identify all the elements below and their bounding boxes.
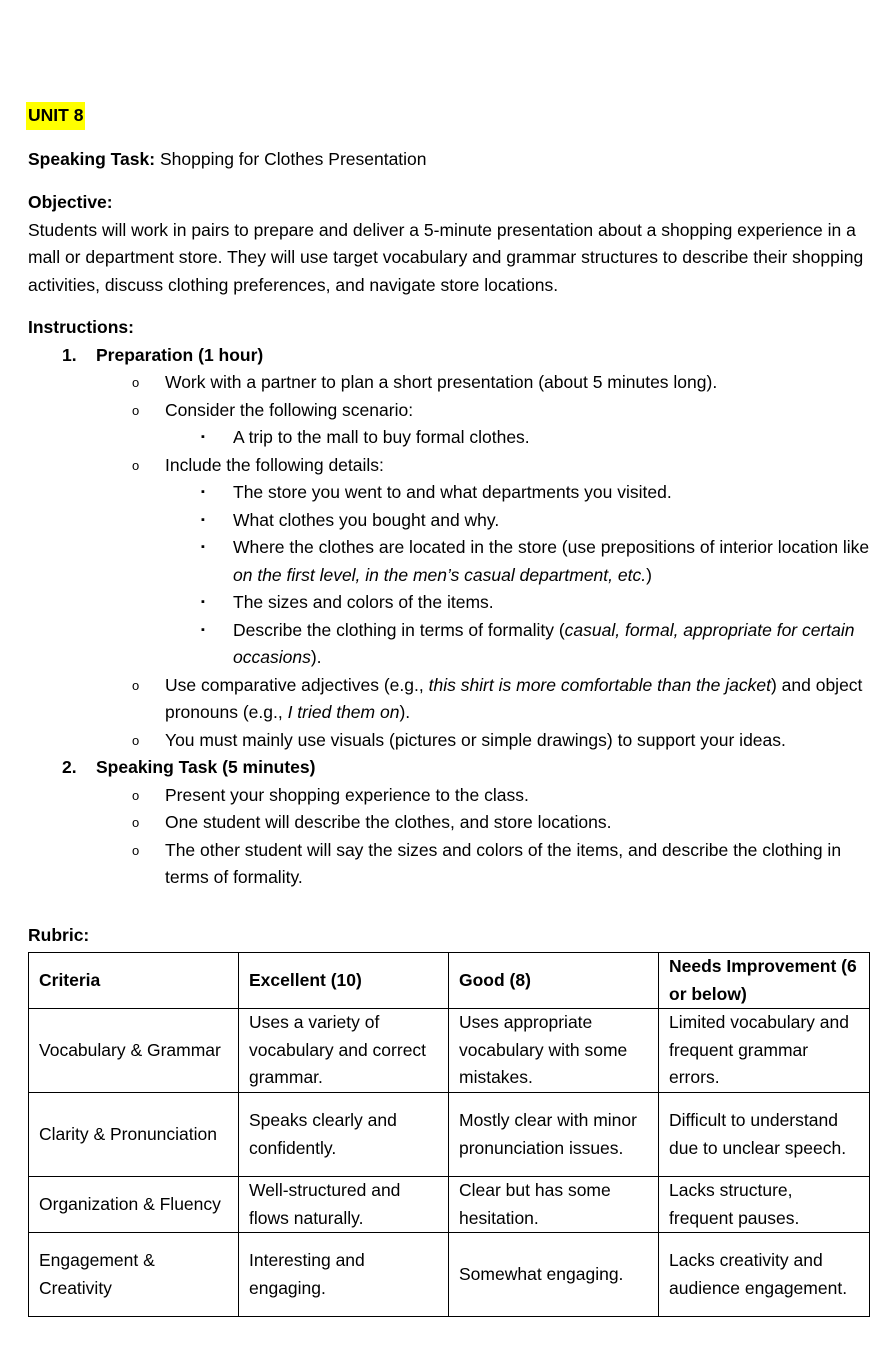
details-sublist xyxy=(165,479,873,672)
header-criteria: Criteria xyxy=(29,953,239,1009)
square-bullet-icon: ▪ xyxy=(201,513,205,526)
list-item: o Use comparative adjectives (e.g., this shirt is more comfortable than the jacket) and object pronouns (e.g., I tried them on). xyxy=(96,672,873,727)
square-bullet-icon: ▪ xyxy=(201,541,205,553)
rubric-heading: Rubric: xyxy=(28,924,90,945)
unit-heading-line xyxy=(28,102,873,130)
list-item: o You must mainly use visuals (pictures or simple drawings) to support your ideas. xyxy=(96,727,873,755)
objective-heading: Objective: xyxy=(28,192,113,212)
step-2-number: 2. xyxy=(62,757,77,777)
list-item: ▪ Where the clothes are located in the store (use prepositions of interior location like on the first level, in the men’s casual department, etc.) xyxy=(165,534,873,589)
unit-title: UNIT 8 xyxy=(26,102,85,130)
square-bullet-icon: ▪ xyxy=(201,623,205,636)
square-bullet-icon: ▪ xyxy=(201,431,205,443)
circle-bullet-icon: o xyxy=(132,457,140,473)
circle-bullet-icon: o xyxy=(132,677,140,693)
scenario-sublist xyxy=(165,424,873,452)
table-row: Vocabulary & Grammar Uses a variety of vocabulary and correct grammar. Uses appropriate vocabulary with some mistakes. Limited vocabulary and frequent grammar errors. xyxy=(29,1009,870,1093)
list-item: o Consider the following scenario: ▪ A trip to the mall to buy formal clothes. xyxy=(96,397,873,452)
circle-bullet-icon: o xyxy=(132,787,140,803)
circle-bullet-icon: o xyxy=(132,842,140,858)
step-1-items xyxy=(96,369,873,754)
list-item: o The other student will say the sizes and colors of the items, and describe the clothing in terms of formality. xyxy=(96,837,873,892)
objective-text: Students will work in pairs to prepare and deliver a 5-minute presentation about a shopping experience in a mall or department store. They will use target vocabulary and grammar structures to describe their shopping activities, discuss clothing preferences, and navigate store locations. xyxy=(28,219,864,295)
header-excellent: Excellent (10) xyxy=(239,953,449,1009)
instruction-step-1 xyxy=(28,342,873,755)
instruction-step-2 xyxy=(28,754,873,892)
list-item: ▪ Describe the clothing in terms of formality (casual, formal, appropriate for certain occasions). xyxy=(165,617,873,672)
circle-bullet-icon: o xyxy=(132,732,140,748)
list-item: ▪ A trip to the mall to buy formal clothes. xyxy=(165,424,873,452)
list-item: ▪ What clothes you bought and why. xyxy=(165,507,873,535)
list-item: o Include the following details: ▪ The store you went to and what departments you visited. ▪ What clothes you bought and why. ▪ Where the clothes are located in the store (use prepositions of interior location like on the first level, in the men’s casual department, etc.) ▪ The sizes and colors of the items. ▪ Describe the clothing in terms of formality (casual, formal, appropriate for certain occasions). xyxy=(96,452,873,672)
circle-bullet-icon: o xyxy=(132,815,140,830)
list-item: ▪ The store you went to and what departments you visited. xyxy=(165,479,873,507)
instructions-heading: Instructions: xyxy=(28,317,134,337)
circle-bullet-icon: o xyxy=(132,402,140,418)
step-2-items xyxy=(96,782,873,892)
task-line xyxy=(28,146,873,174)
square-bullet-icon: ▪ xyxy=(201,596,205,608)
circle-bullet-icon: o xyxy=(132,375,140,390)
table-row: Engagement & Creativity Interesting and engaging. Somewhat engaging. Lacks creativity and audience engagement. xyxy=(29,1233,870,1317)
square-bullet-icon: ▪ xyxy=(201,486,205,498)
table-row: Clarity & Pronunciation Speaks clearly and confidently. Mostly clear with minor pronunciation issues. Difficult to understand due to unclear speech. xyxy=(29,1093,870,1177)
instructions-list xyxy=(28,342,873,892)
list-item: o One student will describe the clothes, and store locations. xyxy=(96,809,873,837)
task-title: Shopping for Clothes Presentation xyxy=(159,148,427,169)
step-1-title: Preparation (1 hour) xyxy=(96,344,264,365)
document-page xyxy=(28,102,873,1317)
table-row: Organization & Fluency Well-structured and flows naturally. Clear but has some hesitation. Lacks structure, frequent pauses. xyxy=(29,1177,870,1233)
rubric-header-row xyxy=(29,953,870,1009)
list-item: o Work with a partner to plan a short presentation (about 5 minutes long). xyxy=(96,369,873,397)
list-item: o Present your shopping experience to the class. xyxy=(96,782,873,810)
task-label: Speaking Task: xyxy=(28,148,156,169)
list-item: ▪ The sizes and colors of the items. xyxy=(165,589,873,617)
header-needs-improvement: Needs Improvement (6 or below) xyxy=(659,953,870,1009)
rubric-table xyxy=(28,952,870,1317)
step-2-title: Speaking Task (5 minutes) xyxy=(96,757,316,777)
step-1-number: 1. xyxy=(62,344,77,365)
header-good: Good (8) xyxy=(449,953,659,1009)
